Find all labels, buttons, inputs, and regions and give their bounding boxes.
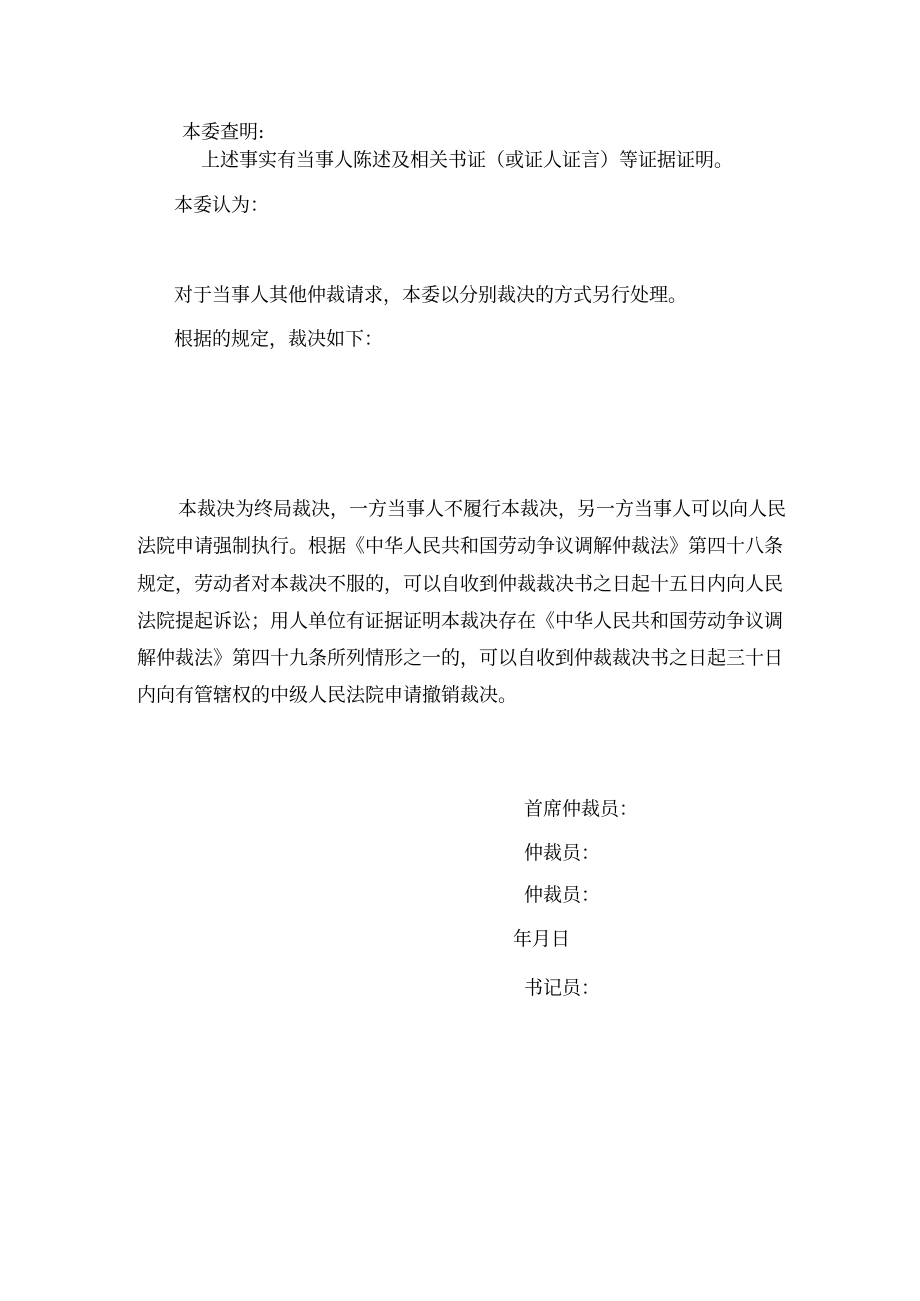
arbitrator-label-2: 仲裁员： xyxy=(524,884,601,906)
finality-line: 内向有管辖权的中级人民法院申请撤销裁决。 xyxy=(137,684,518,707)
date-line: 年月日 xyxy=(513,928,571,950)
finality-line: 解仲裁法》第四十九条所列情形之一的，可以自收到仲裁裁决书之日起三十日 xyxy=(137,647,784,670)
findings-body: 上述事实有当事人陈述及相关书证（或证人证言）等证据证明。 xyxy=(201,149,734,171)
finality-line: 规定，劳动者对本裁决不服的，可以自收到仲裁裁决书之日起十五日内向人民 xyxy=(137,572,784,595)
finality-line: 法院申请强制执行。根据《中华人民共和国劳动争议调解仲裁法》第四十八条 xyxy=(137,535,784,558)
clerk-label: 书记员： xyxy=(524,977,601,999)
ruling-basis-text: 根据的规定，裁决如下： xyxy=(174,328,384,350)
arbitrator-label-1: 仲裁员： xyxy=(524,842,601,864)
finality-line: 本裁决为终局裁决，一方当事人不履行本裁决，另一方当事人可以向人民 xyxy=(178,498,787,520)
findings-heading: 本委查明: xyxy=(182,121,265,143)
finality-paragraph xyxy=(137,491,830,715)
opinion-heading: 本委认为： xyxy=(174,194,270,216)
finality-line: 法院提起诉讼；用人单位有证据证明本裁决存在《中华人民共和国劳动争议调 xyxy=(137,609,784,632)
chief-arbitrator-label: 首席仲裁员： xyxy=(524,798,639,820)
other-requests-text: 对于当事人其他仲裁请求，本委以分别裁决的方式另行处理。 xyxy=(174,284,688,306)
